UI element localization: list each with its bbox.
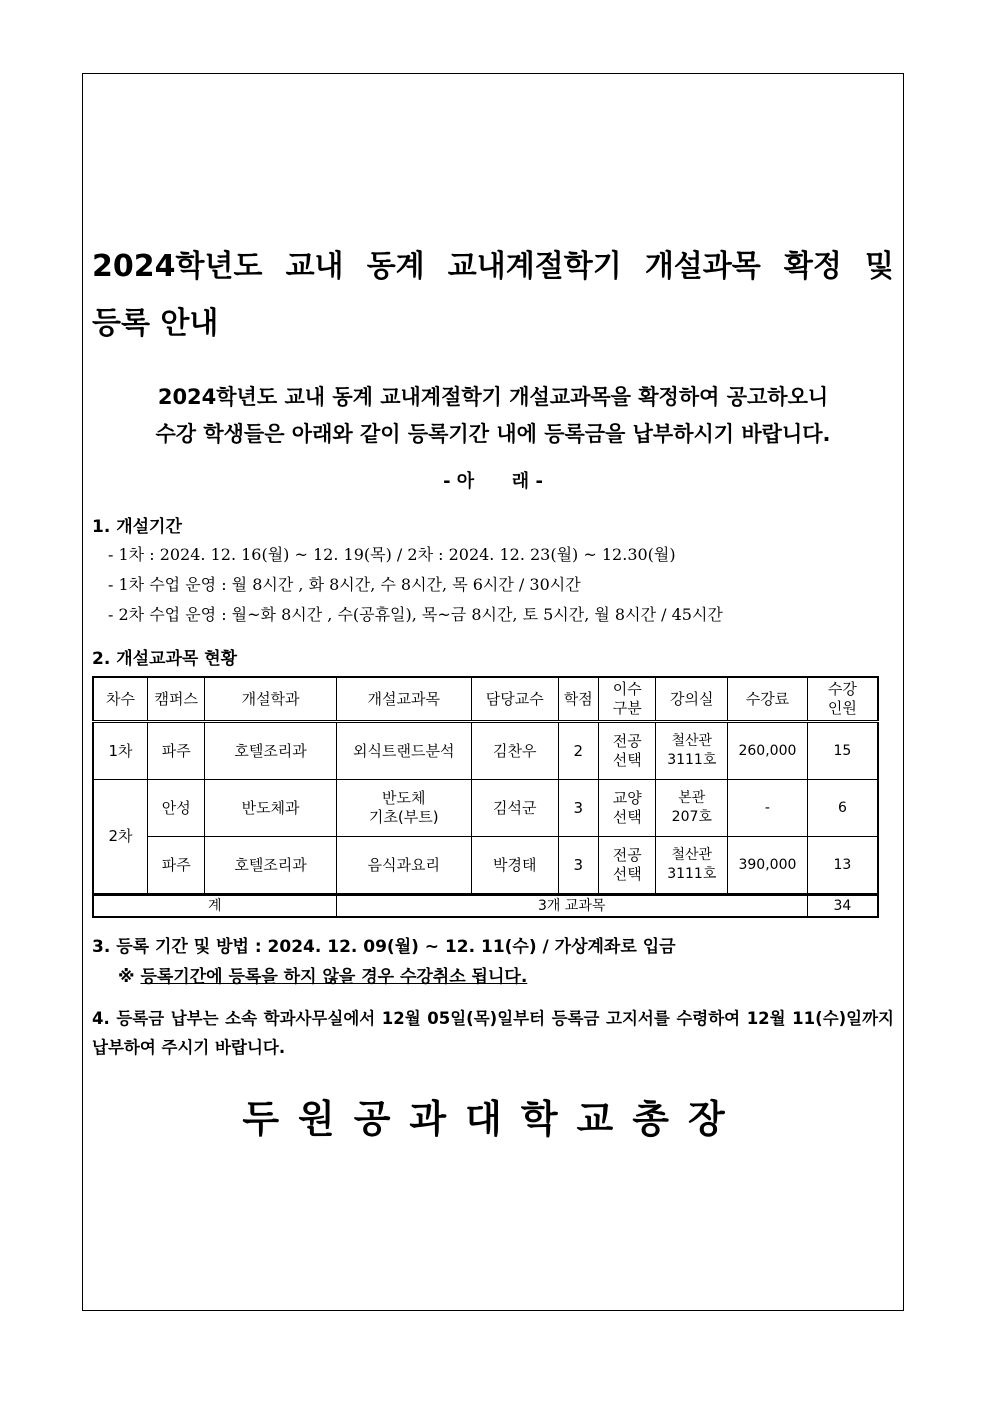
title-word: 및 [865,249,894,284]
note-text: 등록기간에 등록을 하지 않을 경우 수강취소 됩니다. [140,967,528,987]
cell-course: 음식과요리 [336,837,471,895]
title-word: 개설과목 [644,249,761,284]
cell-count: 13 [807,837,878,895]
title-word: 동계 [366,249,425,284]
cell-dept: 반도체과 [205,780,336,837]
title-line-2: 등록 안내 [92,306,219,341]
cell-fee: - [728,780,808,837]
cell-count: 6 [807,780,878,837]
header-cell: 개설교과목 [336,677,471,722]
section-1-item: - 1차 수업 운영 : 월 8시간 , 화 8시간, 수 8시간, 목 6시간 / 30시간 [108,575,581,594]
title-word: 교내 [285,249,344,284]
total-count: 34 [807,895,878,918]
cell-prof: 박경태 [471,837,558,895]
note-mark: ※ [118,967,135,987]
cell-course: 외식트랜드분석 [336,722,471,780]
header-cell: 개설학과 [205,677,336,722]
intro-line-1: 2024학년도 교내 동계 교내계절학기 개설교과목을 확정하여 공고하오니 [157,385,829,409]
header-cell: 캠퍼스 [147,677,205,722]
header-cell: 수강 인원 [807,677,878,722]
total-summary: 3개 교과목 [336,895,807,918]
title-word: 확정 [783,249,842,284]
cell-room: 철산관 3111호 [656,837,728,895]
cell-round: 1차 [93,722,147,780]
cell-fee: 260,000 [728,722,808,780]
header-cell: 학점 [558,677,598,722]
cell-round: 2차 [93,780,147,895]
cell-fee: 390,000 [728,837,808,895]
cell-room: 본관 207호 [656,780,728,837]
cell-campus: 안성 [147,780,205,837]
cell-prof: 김석군 [471,780,558,837]
cell-type: 교양 선택 [598,780,656,837]
table-total-row [93,895,878,918]
cell-campus: 파주 [147,722,205,780]
header-cell: 차수 [93,677,147,722]
section-1-heading: 1. 개설기간 [92,517,182,537]
cell-credit: 3 [558,780,598,837]
header-cell: 강의실 [656,677,728,722]
cell-count: 15 [807,722,878,780]
cell-dept: 호텔조리과 [205,722,336,780]
header-cell: 이수 구분 [598,677,656,722]
cell-campus: 파주 [147,837,205,895]
table-row [93,837,878,895]
table-row [93,780,878,837]
title-line-1 [92,250,894,284]
course-table [92,676,879,918]
table-row [93,722,878,780]
cell-type: 전공 선택 [598,722,656,780]
ahrae-heading: - 아 래 - [443,471,543,492]
title-word: 교내계절학기 [447,249,622,284]
section-1-item: - 1차 : 2024. 12. 16(월) ~ 12. 19(목) / 2차 : 2024. 12. 23(월) ~ 12.30(월) [108,545,676,564]
cell-prof: 김찬우 [471,722,558,780]
section-3-note [118,962,527,987]
section-3-text: 3. 등록 기간 및 방법 : 2024. 12. 09(월) ~ 12. 11(수) / 가상계좌로 입금 [92,937,676,957]
intro-line-2: 수강 학생들은 아래와 같이 등록기간 내에 등록금을 납부하시기 바랍니다. [155,422,831,446]
header-cell: 수강료 [728,677,808,722]
cell-type: 전공 선택 [598,837,656,895]
header-cell: 담당교수 [471,677,558,722]
signature: 두원공과대학교총장 [242,1097,744,1141]
section-4-text: 4. 등록금 납부는 소속 학과사무실에서 12월 05일(목)일부터 등록금 고지서를 수령하여 12월 11(수)일까지 납부하여 주시기 바랍니다. [92,1009,894,1057]
total-label: 계 [93,895,336,918]
title-word: 2024학년도 [92,249,263,284]
section-2-heading: 2. 개설교과목 현황 [92,649,238,669]
cell-credit: 3 [558,837,598,895]
cell-room: 철산관 3111호 [656,722,728,780]
section-1-item: - 2차 수업 운영 : 월~화 8시간 , 수(공휴일), 목~금 8시간, 토 5시간, 월 8시간 / 45시간 [108,605,723,624]
table-header-row [93,677,878,722]
cell-dept: 호텔조리과 [205,837,336,895]
cell-credit: 2 [558,722,598,780]
cell-course: 반도체 기초(부트) [336,780,471,837]
